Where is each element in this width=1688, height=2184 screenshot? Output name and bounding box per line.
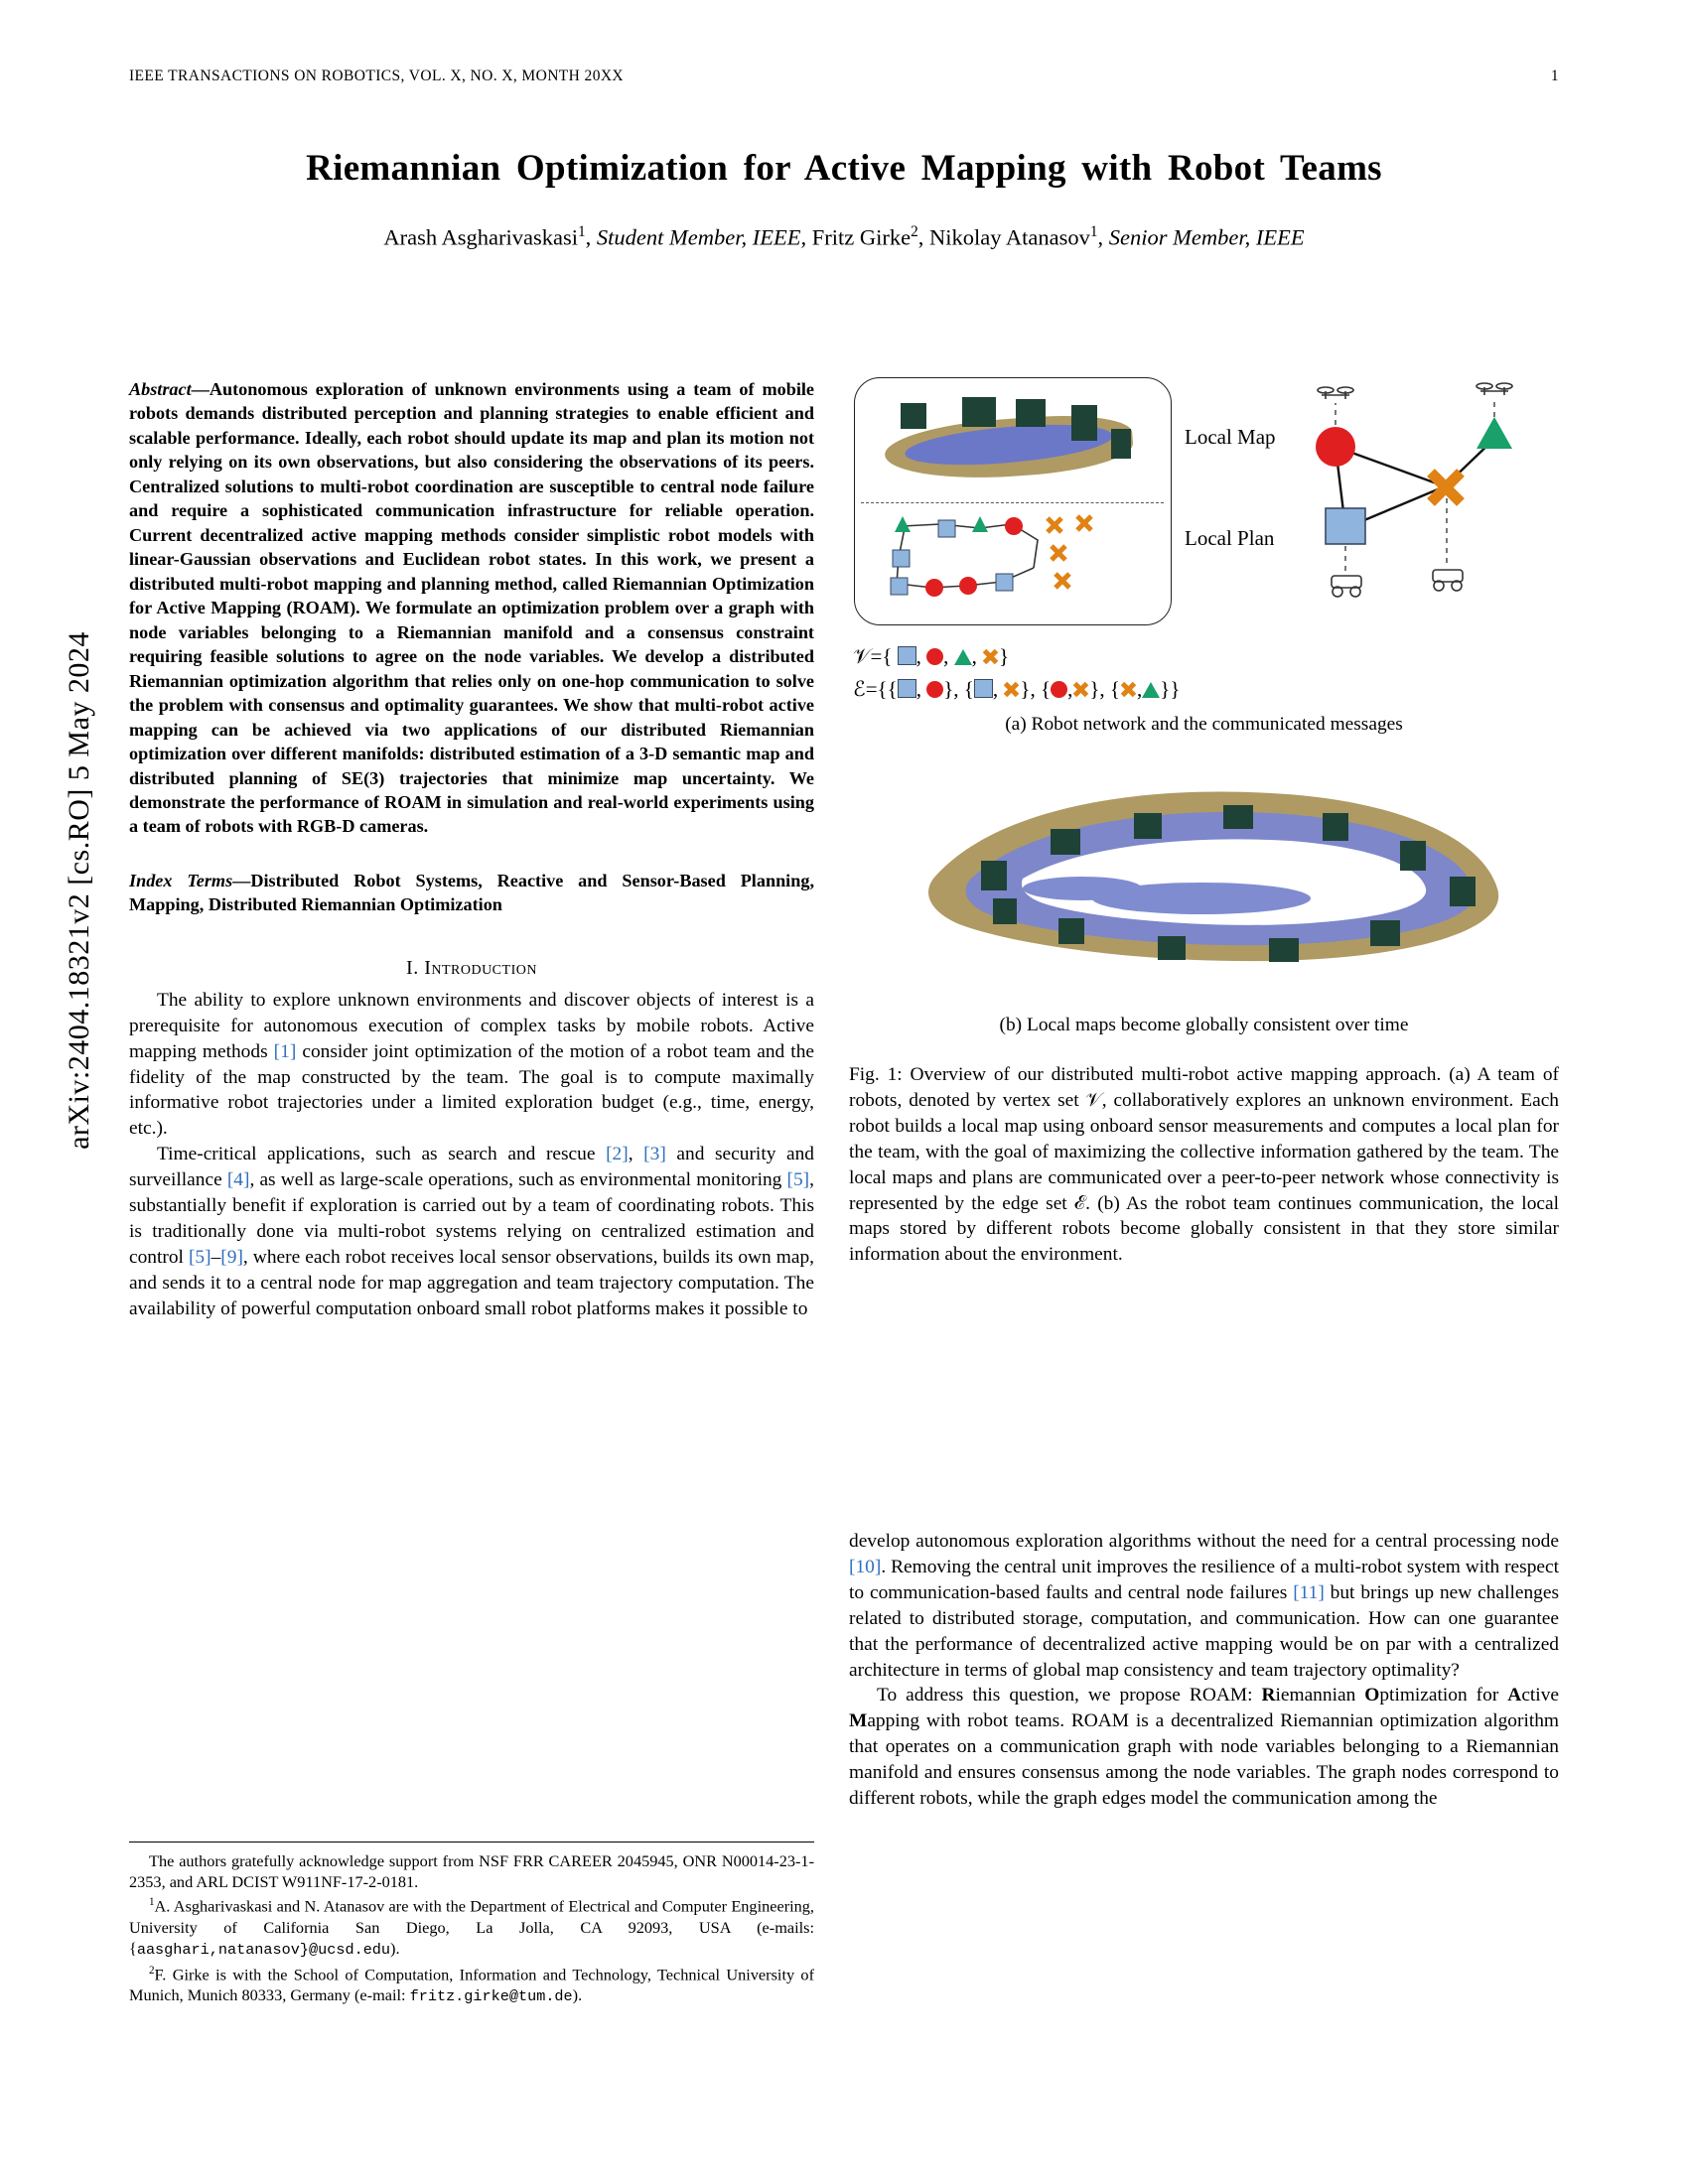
footnote-1-email-domain: }@ucsd.edu (299, 1941, 391, 1960)
intro-paragraph-1: The ability to explore unknown environments and discover objects of interest is a prerequisite for autonomous execution of complex tasks by mobile robots. Active mapping methods [1] consider joint optimization of the motion of a robot team and the fidelity of the map constructed by the team. The goal is to compute maximally informative robot trajectories under a limited exploration budget (e.g., time, energy, etc.). (129, 989, 814, 1140)
figure-1-caption: Fig. 1: Overview of our distributed multi-robot active mapping approach. (a) A team of robots, denoted by vertex set 𝒱, collaboratively explores an unknown environment. Each robot builds a local map using onboard sensor measurements and computes a local plan for the team, with the goal of maximizing the collective information gathered by the team. The local maps and plans are communicated over a peer-to-peer network whose connectivity is represented by the edge set ℰ. (b) As the robot team continues communication, the local maps stored by different robots become globally consistent in that they store similar information about the environment. (849, 1064, 1559, 1266)
citation-5[interactable]: [5] (786, 1169, 810, 1191)
edge-square-icon (974, 679, 993, 698)
right-column (849, 377, 1559, 1268)
figure-1 (849, 377, 1559, 1268)
author-3-role: Senior Member, IEEE (1108, 224, 1305, 250)
legend-square-icon (898, 646, 916, 665)
vertex-set-suffix: } (999, 644, 1010, 668)
footnote-1-marker: 1 (149, 1896, 155, 1909)
vertex-set-legend: 𝒱={ , , , } (853, 644, 1010, 668)
citation-10[interactable]: [10] (849, 1556, 882, 1577)
local-map-label: Local Map (1185, 425, 1276, 449)
abstract-lead: Abstract (129, 379, 192, 399)
map-building (901, 403, 926, 429)
section-heading-introduction: I. Introduction (406, 956, 537, 979)
citation-5b[interactable]: [5] (188, 1246, 211, 1268)
legend-circle-icon (926, 648, 943, 665)
running-head (129, 68, 1559, 85)
abstract (129, 377, 814, 839)
running-head-left: IEEE TRANSACTIONS ON ROBOTICS, VOL. X, NO. X, MONTH 20XX (129, 68, 625, 84)
footnote-1-end: ). (390, 1939, 400, 1959)
local-plan-label: Local Plan (1185, 526, 1275, 550)
edge-cross-icon (1072, 681, 1089, 698)
page-number: 1 (1550, 68, 1559, 84)
author-1-name: Arash Asgharivaskasi (383, 224, 578, 250)
figure-1b (849, 750, 1559, 1003)
intro-paragraph-2: Time-critical applications, such as search and rescue [2], [3] and security and surveillance [4], as well as large-scale operations, such as environmental monitoring [5], substantially benefit if exploration is carried out by a team of coordinating robots. This is traditionally done via multi-robot systems relying on centralized estimation and control [5]–[9], where each robot receives local sensor observations, builds its own map, and sends it to a central node for map aggregation and team trajectory computation. The availability of powerful computation onboard small robot platforms makes it possible to (129, 1144, 815, 1319)
legend-triangle-icon (954, 649, 972, 665)
intro-paragraph-3: develop autonomous exploration algorithms without the need for a central processing node [10]. Removing the central unit improves the resilience of a multi-robot system with respect to communication-based faults and central node failures [11] but brings up new challenges related to distributed storage, computation, and communication. How can one guarantee that the performance of decentralized active mapping would be on par with a centralized architecture in terms of global map consistency and team trajectory optimality? (849, 1531, 1559, 1681)
map-building (1111, 429, 1131, 459)
footnote-2-end: ). (572, 1985, 583, 2005)
footnote-2-text: F. Girke is with the School of Computation, Information and Technology, Technical University of Munich, Munich 80333, Germany (e-mail: (129, 1965, 814, 2005)
figure-1a (849, 377, 1559, 640)
left-column (129, 377, 814, 1322)
author-2-name: Fritz Girke (811, 224, 912, 250)
vertex-set-prefix: 𝒱={ (853, 644, 893, 668)
global-map-image (874, 750, 1534, 988)
local-plan-thumbnail (863, 510, 1161, 615)
citation-4[interactable]: [4] (226, 1169, 250, 1191)
figure-1a-caption: (a) Robot network and the communicated messages (1005, 714, 1403, 735)
edge-set-prefix: ℰ={{ (853, 677, 898, 701)
footnote-2 (129, 1964, 814, 2007)
right-column-body (849, 1529, 1559, 1812)
footnote-block (129, 1842, 814, 2010)
legend-cross-icon (982, 648, 999, 665)
local-map-thumbnail (867, 389, 1157, 492)
edge-square-icon (898, 679, 916, 698)
citation-3[interactable]: [3] (643, 1144, 666, 1165)
citation-1[interactable]: [1] (273, 1040, 297, 1062)
author-2-affil-marker: 2 (911, 223, 918, 240)
edge-cross-icon (1003, 681, 1020, 698)
map-building (962, 397, 996, 427)
footnote-1-email-users: aasghari,natanasov (136, 1941, 300, 1960)
map-building (1016, 399, 1046, 427)
figure-1b-caption: (b) Local maps become globally consistent over time (999, 1015, 1409, 1035)
panel-divider (861, 502, 1164, 503)
edge-circle-icon (1051, 681, 1067, 698)
author-3-affil-marker: 1 (1089, 223, 1098, 240)
intro-paragraph-4: To address this question, we propose ROAM: Riemannian Optimization for Active Mapping with robot teams. ROAM is a decentralized Riemannian optimization algorithm that operates on a communication graph with node variables belonging to a Riemannian manifold and ensures consensus among the node variables. The graph nodes correspond to different robots, while the graph edges model the communication among the (849, 1685, 1559, 1810)
citation-9[interactable]: [9] (220, 1246, 243, 1268)
robot-network-graph (1196, 377, 1554, 625)
edge-set-legend: ℰ={{ , }, { , }, { , }, { , }} (853, 677, 1181, 701)
edge-triangle-icon (1142, 682, 1160, 698)
index-terms-lead: Index Terms (129, 870, 233, 890)
arxiv-stamp: arXiv:2404.18321v2 [cs.RO] 5 May 2024 (63, 631, 95, 1150)
author-list: Arash Asgharivaskasi$^1$, Student Member, IEEE, Fritz Girke$^2$, Nikolay Atanasov$^1$, Senior Member, IEEE (383, 223, 1305, 250)
citation-2[interactable]: [2] (606, 1144, 629, 1165)
author-1-role: Student Member, IEEE, (596, 224, 807, 250)
footnote-acknowledgement: The authors gratefully acknowledge support from NSF FRR CAREER 2045945, ONR N00014-23-1-2353, and ARL DCIST W911NF-17-2-0181. (129, 1851, 814, 1892)
edge-circle-icon (926, 681, 943, 698)
citation-11[interactable]: [11] (1293, 1581, 1325, 1603)
footnote-2-email: fritz.girke@tum.de (409, 1987, 573, 2006)
footnote-2-marker: 2 (149, 1964, 155, 1977)
author-1-affil-marker: 1 (578, 223, 586, 240)
footnote-1 (129, 1895, 814, 1961)
edge-cross-icon (1120, 681, 1137, 698)
footnote-1-text: A. Asgharivaskasi and N. Atanasov are with the Department of Electrical and Computer Engineering, University of California San Diego, La Jolla, CA 92093, USA (e-mails: { (129, 1896, 814, 1959)
index-terms-text: —Distributed Robot Systems, Reactive and Sensor-Based Planning, Mapping, Distributed Riemannian Optimization (129, 870, 814, 915)
author-3-name: Nikolay Atanasov (929, 224, 1090, 250)
index-terms (129, 869, 814, 917)
page-title: Riemannian Optimization for Active Mapping with Robot Teams (306, 148, 1382, 189)
map-building (1071, 405, 1097, 441)
abstract-text: —Autonomous exploration of unknown environments using a team of mobile robots demands distributed perception and planning strategies to enable efficient and scalable performance. Ideally, each robot should update its map and plan its motion not only relying on its own observations, but also considering the observations of its peers. Centralized solutions to multi-robot coordination are susceptible to central node failure and require a sophisticated communication infrastructure for reliable operation. Current decentralized active mapping methods consider simplistic robot models with linear-Gaussian observations and Euclidean robot states. In this work, we present a distributed multi-robot mapping and planning method, called Riemannian Optimization for Active Mapping (ROAM). We formulate an optimization problem over a graph with node variables belonging to a Riemannian manifold and a consensus constraint requiring feasible solutions to agree on the node variables. We develop a distributed Riemannian optimization algorithm that relies only on one-hop communication to solve the problem with consensus and optimality guarantees. We show that multi-robot active mapping can be achieved via two applications of our distributed Riemannian optimization over different manifolds: distributed estimation of a 3-D semantic map and distributed planning of SE(3) trajectories that minimize map uncertainty. We demonstrate the performance of ROAM in simulation and real-world experiments using a team of robots with RGB-D cameras. (129, 379, 814, 837)
